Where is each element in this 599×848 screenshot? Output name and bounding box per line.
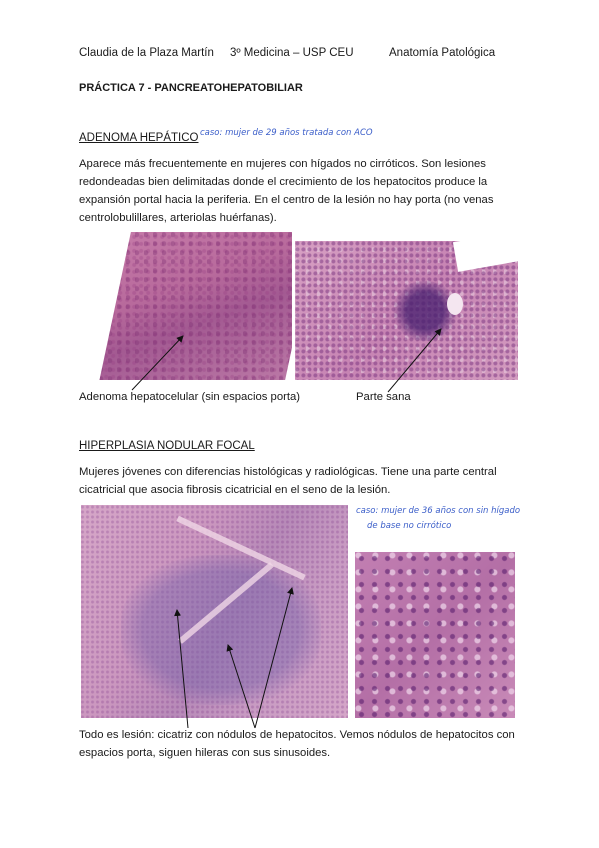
section-heading-hnf: HIPERPLASIA NODULAR FOCAL xyxy=(79,440,255,452)
paragraph-adenoma: Aparece más frecuentemente en mujeres con hígados no cirróticos. Son lesiones redondeadas bien delimitadas donde el crecimiento de los hepatocitos produce la expansión portal hacia la periferia. En el centro de la lesión no hay porta (no venas centrolobulillares, arteriolas huérfanas). xyxy=(79,158,494,224)
section-heading-adenoma: ADENOMA HEPÁTICO xyxy=(79,132,199,144)
arrow-hnf-scar xyxy=(177,610,188,728)
caption-adenoma: Adenoma hepatocelular (sin espacios porta) xyxy=(79,391,301,403)
header-subject: Anatomía Patológica xyxy=(389,47,496,59)
handwritten-note-hnf-line1: caso: mujer de 36 años con sin hígado xyxy=(356,506,521,516)
paragraph-hnf: Mujeres jóvenes con diferencias histológicas y radiológicas. Tiene una parte central cicatricial que asocia fibrosis cicatricial en el seno de la lesión. xyxy=(79,466,497,496)
arrow-healthy xyxy=(388,329,441,392)
arrow-hnf-nodule-1 xyxy=(228,645,255,728)
arrow-adenoma xyxy=(132,336,183,390)
handwritten-note-adenoma: caso: mujer de 29 años tratada con ACO xyxy=(200,128,373,138)
handwritten-note-hnf-line2: de base no cirrótico xyxy=(367,521,452,531)
caption-healthy: Parte sana xyxy=(356,391,411,403)
caption-hnf: Todo es lesión: cicatriz con nódulos de hepatocitos. Vemos nódulos de hepatocitos con espacios porta, siguen hileras con sus sinusoides. xyxy=(79,729,515,759)
arrow-hnf-nodule-2 xyxy=(255,588,292,728)
page-title: PRÁCTICA 7 - PANCREATOHEPATOBILIAR xyxy=(79,82,303,94)
header-course: 3º Medicina – USP CEU xyxy=(230,47,354,59)
header-author: Claudia de la Plaza Martín xyxy=(79,47,214,59)
